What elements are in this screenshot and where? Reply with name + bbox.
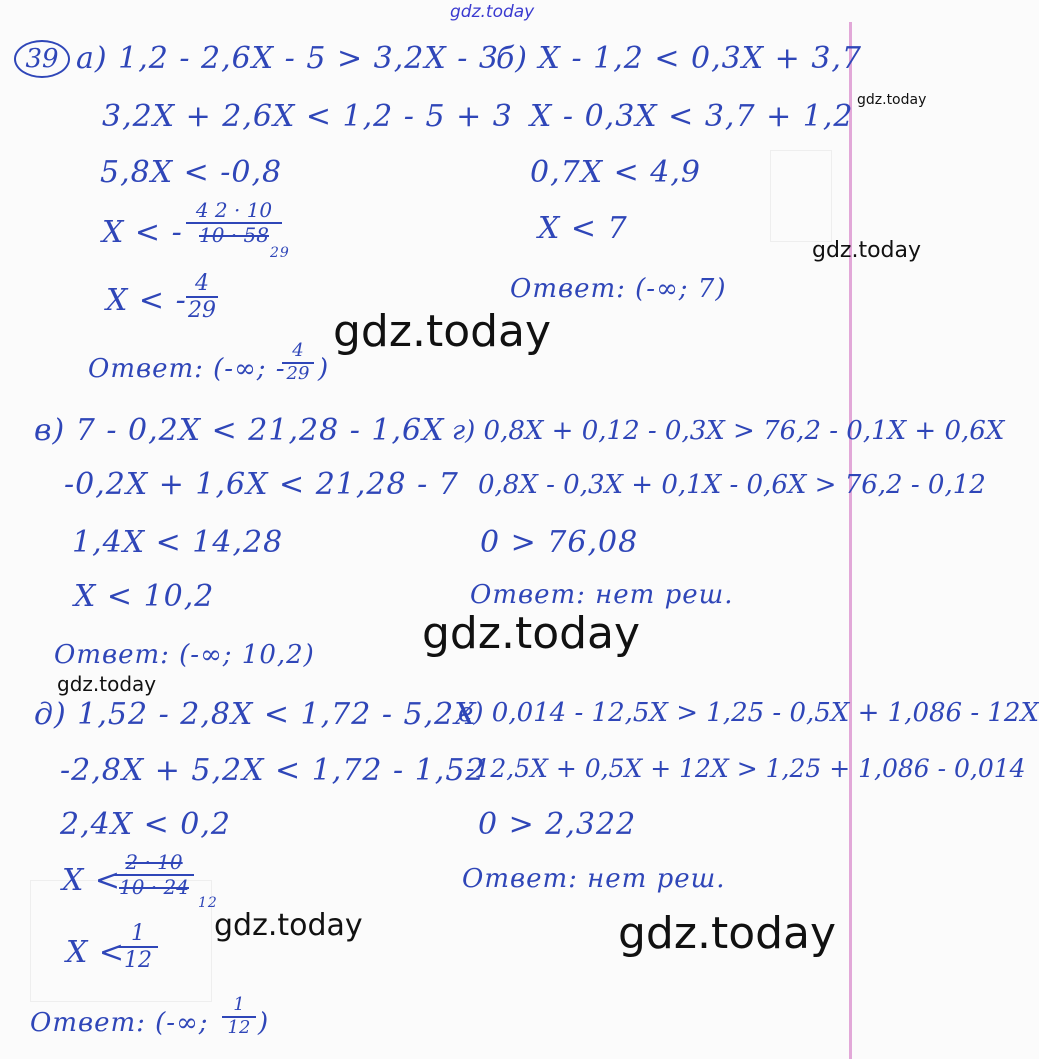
part-d-line-4-prefix: X <: [62, 863, 122, 898]
part-a-fraction-2: [186, 272, 218, 322]
part-g-line-1: г) 0,8X + 0,12 - 0,3X > 76,2 - 0,1X + 0,6X: [452, 416, 1005, 446]
part-b-line-4: X < 7: [538, 211, 628, 246]
watermark: gdz.today: [812, 238, 922, 263]
part-a-fraction-1-denominator: 10 · 58: [199, 223, 269, 247]
watermark: gdz.today: [618, 908, 837, 959]
part-d-answer-fraction: [222, 996, 256, 1038]
part-a-line-4-prefix: X < -: [102, 215, 183, 250]
part-e-line-2: -12,5X + 0,5X + 12X > 1,25 + 1,086 - 0,014: [466, 754, 1026, 783]
part-d-line-3: 2,4X < 0,2: [60, 807, 231, 842]
watermark: gdz.today: [422, 608, 641, 659]
part-a-answer-denominator: 29: [286, 362, 310, 384]
part-d-answer-numerator: 1: [233, 994, 245, 1015]
part-v-line-3: 1,4X < 14,28: [72, 525, 284, 560]
part-d-fraction-2: [118, 922, 158, 972]
part-d-fraction-1-numerator: 2 · 10: [125, 850, 183, 874]
part-v-line-4: X < 10,2: [74, 579, 215, 614]
part-d-answer-suffix: ): [258, 1008, 270, 1038]
watermark: gdz.today: [857, 92, 927, 108]
part-a-answer-fraction: [282, 342, 314, 384]
part-g-answer: Ответ: нет реш.: [470, 580, 734, 610]
part-d-fraction-2-denominator: 12: [124, 948, 152, 974]
watermark: gdz.today: [57, 672, 157, 696]
faint-grid-box: [770, 150, 832, 242]
part-d-fraction-1: [114, 852, 194, 898]
part-a-answer-prefix: Ответ: (-∞; -: [88, 354, 286, 384]
part-v-line-1: в) 7 - 0,2X < 21,28 - 1,6X: [34, 413, 445, 448]
part-g-line-2: 0,8X - 0,3X + 0,1X - 0,6X > 76,2 - 0,12: [478, 470, 986, 500]
watermark: gdz.today: [333, 306, 552, 357]
part-a-answer-suffix: ): [318, 354, 330, 384]
part-b-line-2: X - 0,3X < 3,7 + 1,2: [530, 99, 854, 134]
part-d-line-1: д) 1,52 - 2,8X < 1,72 - 5,2X: [34, 697, 477, 732]
part-e-line-1: е) 0,014 - 12,5X > 1,25 - 0,5X + 1,086 - 12X: [458, 698, 1039, 728]
part-a-fraction-1-reduced: 29: [270, 245, 290, 261]
part-d-fraction-2-numerator: 1: [131, 921, 145, 946]
part-a-fraction-1: [186, 200, 282, 246]
part-d-answer-prefix: Ответ: (-∞;: [30, 1008, 209, 1038]
part-a-line-3: 5,8X < -0,8: [100, 155, 283, 190]
part-v-line-2: -0,2X + 1,6X < 21,28 - 7: [64, 467, 459, 502]
part-a-line-2: 3,2X + 2,6X < 1,2 - 5 + 3: [102, 99, 513, 134]
part-d-line-5-prefix: X <: [66, 935, 126, 970]
part-b-answer: Ответ: (-∞; 7): [510, 274, 727, 304]
watermark: gdz.today: [214, 908, 363, 943]
part-a-line-5-prefix: X < -: [106, 283, 187, 318]
part-b-line-1: б) X - 1,2 < 0,3X + 3,7: [496, 41, 863, 76]
watermark-top: gdz.today: [450, 2, 535, 22]
part-d-answer-denominator: 12: [227, 1016, 251, 1038]
part-b-line-3: 0,7X < 4,9: [530, 155, 701, 190]
part-g-line-3: 0 > 76,08: [480, 525, 639, 560]
part-d-fraction-1-reduced: 12: [198, 895, 218, 911]
notebook-margin-line: [849, 22, 852, 1059]
part-a-fraction-2-numerator: 4: [195, 271, 209, 296]
part-v-answer: Ответ: (-∞; 10,2): [54, 640, 315, 670]
part-a-answer-numerator: 4: [292, 340, 304, 361]
problem-number: 39: [14, 40, 70, 78]
part-a-fraction-2-denominator: 29: [188, 298, 216, 324]
part-a-fraction-1-numerator: 4 2 · 10: [195, 198, 273, 222]
part-d-fraction-1-denominator: 10 · 24: [119, 875, 189, 899]
part-e-answer: Ответ: нет реш.: [462, 864, 726, 894]
part-a-line-1: а) 1,2 - 2,6X - 5 > 3,2X - 3: [76, 41, 499, 76]
part-e-line-3: 0 > 2,322: [478, 807, 637, 842]
part-d-line-2: -2,8X + 5,2X < 1,72 - 1,52: [60, 753, 486, 788]
